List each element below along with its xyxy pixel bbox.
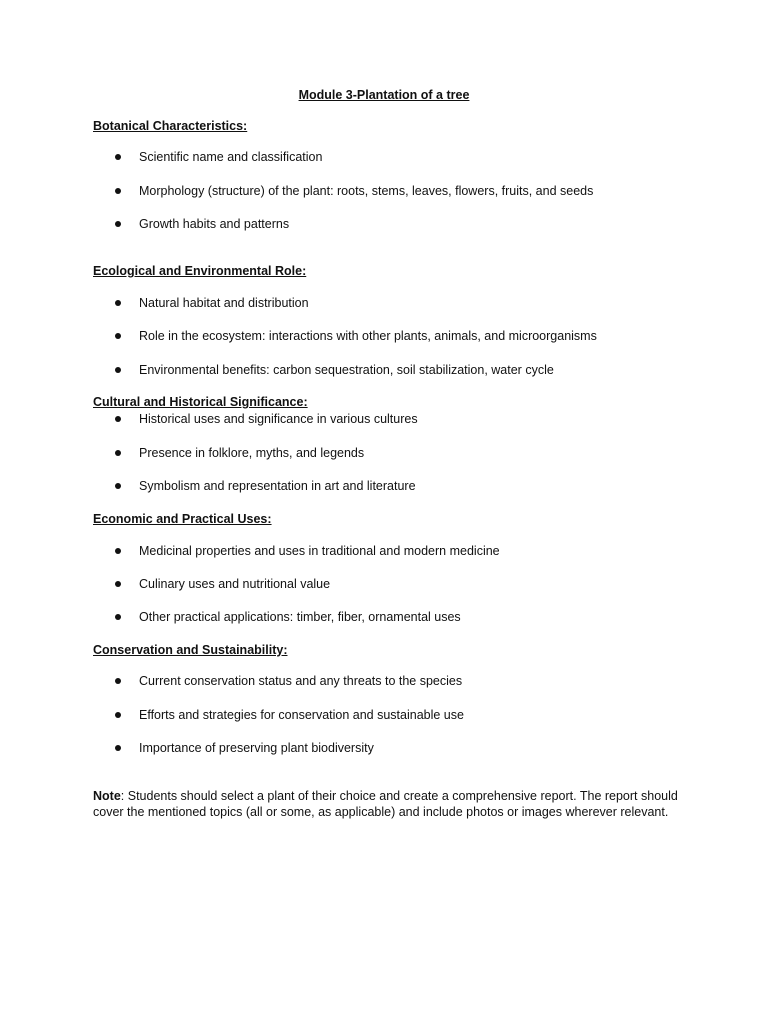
- section-heading-economic: Economic and Practical Uses:: [93, 512, 272, 526]
- section-heading-ecological: Ecological and Environmental Role:: [93, 264, 307, 278]
- bullet-icon: [115, 221, 121, 227]
- list-item-text: Growth habits and patterns: [139, 217, 290, 231]
- note-text: : Students should select a plant of their choice and create a comprehensive report. The report should cover the mentioned topics (all or some, as applicable) and include photos or images wherever relevant.: [93, 789, 678, 819]
- list-item-text: Culinary uses and nutritional value: [139, 577, 331, 591]
- bullet-icon: [115, 745, 121, 751]
- list-item-text: Environmental benefits: carbon sequestration, soil stabilization, water cycle: [139, 363, 554, 377]
- list-item-text: Role in the ecosystem: interactions with other plants, animals, and microorganisms: [139, 329, 597, 343]
- list-item-text: Historical uses and significance in various cultures: [139, 412, 418, 426]
- bullet-icon: [115, 367, 121, 373]
- bullet-icon: [115, 614, 121, 620]
- section-heading-cultural: Cultural and Historical Significance:: [93, 395, 308, 409]
- note-paragraph: [93, 788, 693, 820]
- bullet-icon: [115, 581, 121, 587]
- bullet-icon: [115, 450, 121, 456]
- list-item-text: Scientific name and classification: [139, 150, 323, 164]
- list-item-text: Morphology (structure) of the plant: roots, stems, leaves, flowers, fruits, and seeds: [139, 184, 594, 198]
- list-item-text: Efforts and strategies for conservation and sustainable use: [139, 708, 464, 722]
- bullet-icon: [115, 483, 121, 489]
- bullet-icon: [115, 154, 121, 160]
- list-item-text: Presence in folklore, myths, and legends: [139, 446, 365, 460]
- bullet-icon: [115, 333, 121, 339]
- bullet-icon: [115, 678, 121, 684]
- note-label: Note: [93, 789, 121, 803]
- list-item-text: Other practical applications: timber, fiber, ornamental uses: [139, 610, 461, 624]
- document-title: Module 3-Plantation of a tree: [298, 88, 470, 102]
- bullet-icon: [115, 548, 121, 554]
- list-item-text: Current conservation status and any threats to the species: [139, 674, 463, 688]
- list-item-text: Importance of preserving plant biodiversity: [139, 741, 374, 755]
- list-item-text: Medicinal properties and uses in traditional and modern medicine: [139, 544, 500, 558]
- bullet-icon: [115, 188, 121, 194]
- section-heading-botanical: Botanical Characteristics:: [93, 119, 248, 133]
- section-heading-conservation: Conservation and Sustainability:: [93, 643, 288, 657]
- bullet-icon: [115, 416, 121, 422]
- bullet-icon: [115, 300, 121, 306]
- list-item-text: Symbolism and representation in art and literature: [139, 479, 416, 493]
- bullet-icon: [115, 712, 121, 718]
- list-item-text: Natural habitat and distribution: [139, 296, 309, 310]
